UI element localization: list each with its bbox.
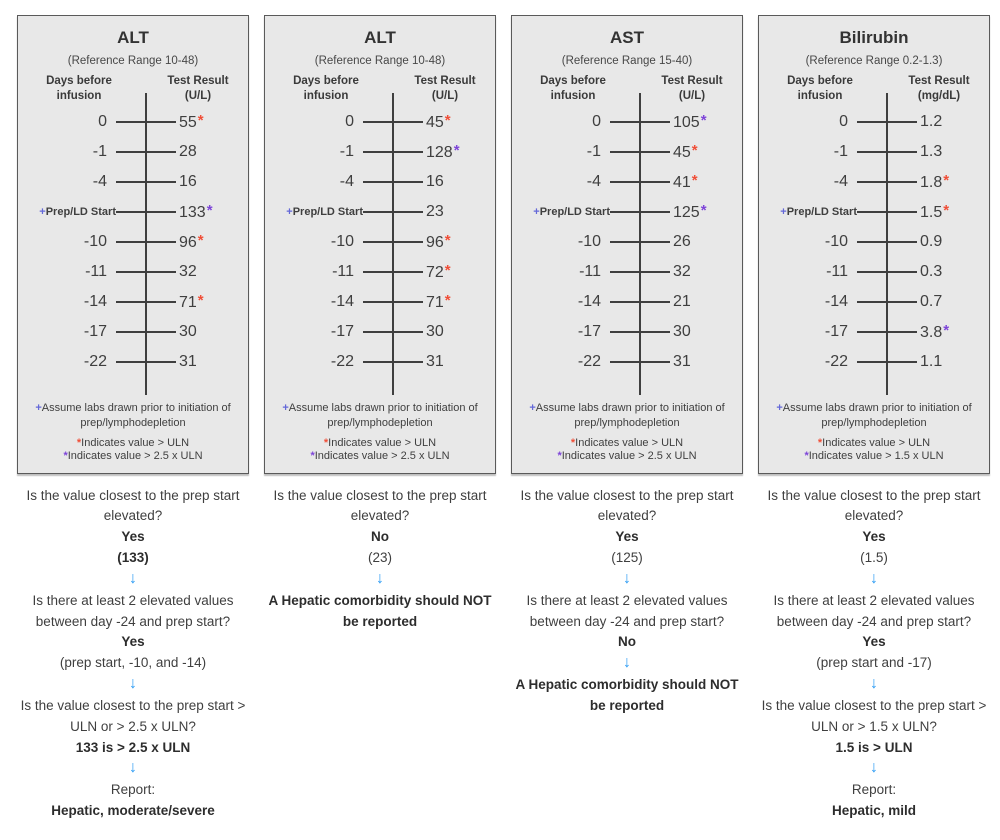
days-before-infusion-header: [273, 74, 379, 104]
flow-answer: 1.5 is > ULN: [835, 739, 913, 755]
test-result-value: 1.5*: [920, 201, 950, 221]
test-result-value: 133*: [179, 201, 213, 221]
red-asterisk-icon: *: [197, 291, 204, 309]
timeline-row: [520, 227, 734, 257]
test-result-value: 31: [179, 352, 197, 370]
days-before-infusion-header: [26, 74, 132, 104]
timeline-row: [26, 197, 240, 227]
timeline-row: [26, 347, 240, 377]
test-result-value: 0.7: [920, 292, 943, 310]
test-result-value: 3.8*: [920, 321, 950, 341]
flow-step: [19, 780, 247, 822]
reference-range: (Reference Range 10-48): [314, 55, 446, 67]
test-result-value: 96*: [426, 231, 451, 251]
decision-flow: [17, 474, 249, 822]
decision-flow: [264, 474, 496, 633]
test-result-value: 96*: [179, 231, 204, 251]
assume-footnote: [520, 401, 734, 431]
day-label: -14: [824, 292, 848, 310]
prep-ld-start-label: +Prep/LD Start: [780, 205, 857, 218]
test-result-value: 30: [426, 322, 444, 340]
test-result-value: 1.8*: [920, 171, 950, 191]
red-asterisk-icon: *: [323, 436, 329, 449]
footnotes: [26, 401, 240, 462]
column-headers: [767, 74, 981, 104]
flow-question: Report:: [110, 781, 156, 797]
result-header-line1: Test Result: [908, 75, 970, 87]
timeline-row: [273, 257, 487, 287]
timeline-row: [767, 317, 981, 347]
timeline-row: [273, 227, 487, 257]
test-result-value: 128*: [426, 141, 460, 161]
flow-question: Is there at least 2 elevated values between day -24 and prep start?: [32, 592, 234, 629]
timeline-row: [273, 347, 487, 377]
plus-marker-icon: +: [286, 205, 293, 218]
day-label: -1: [339, 142, 354, 160]
down-arrow-icon: ↓: [870, 675, 878, 693]
assume-footnote-text: Assume labs drawn prior to initiation of prep/lymphodepletion: [288, 401, 478, 429]
test-result-header: [156, 74, 240, 104]
flow-answer: Yes: [121, 529, 145, 545]
red-asterisk-icon: *: [444, 231, 451, 249]
test-result-value: 71*: [179, 291, 204, 311]
flow-step: [513, 675, 741, 717]
down-arrow-icon: ↓: [870, 570, 878, 588]
plus-marker-icon: +: [533, 205, 540, 218]
test-result-value: 21: [673, 292, 691, 310]
flow-step: [513, 591, 741, 654]
uln-footnote-text: Indicates value > ULN: [822, 436, 931, 449]
test-result-value: 125*: [673, 201, 707, 221]
down-arrow-icon: ↓: [623, 570, 631, 588]
assume-footnote-text: Assume labs drawn prior to initiation of prep/lymphodepletion: [41, 401, 231, 429]
days-header-line1: Days before: [293, 75, 359, 87]
flow-question: Is the value closest to the prep start elevated?: [273, 487, 487, 524]
test-result-header: [650, 74, 734, 104]
day-label: -11: [579, 262, 601, 280]
flow-question: Is the value closest to the prep start elevated?: [26, 487, 240, 524]
flow-step: [760, 780, 988, 822]
purple-asterisk-icon: *: [310, 449, 315, 462]
uln-footnote: [26, 437, 240, 449]
down-arrow-icon: ↓: [129, 570, 137, 588]
flow-answer: (133): [117, 550, 149, 566]
uln-footnote: [767, 437, 981, 449]
day-label: 0: [345, 112, 354, 130]
days-header-line2: infusion: [303, 89, 349, 102]
day-label: -10: [330, 232, 354, 250]
lab-panel: [17, 15, 249, 474]
flow-answer: Yes: [862, 529, 886, 545]
test-result-value: 30: [673, 322, 691, 340]
timeline-axis-line: [145, 93, 147, 395]
lab-column: [17, 15, 249, 822]
flow-answer: Yes: [121, 634, 145, 650]
test-result-value: 41*: [673, 171, 698, 191]
flow-step: [266, 486, 494, 570]
timeline-row: [767, 257, 981, 287]
reference-range: (Reference Range 10-48): [67, 55, 199, 67]
red-asterisk-icon: *: [691, 141, 698, 159]
day-label: -22: [824, 352, 848, 370]
flow-answer: Hepatic, mild: [831, 802, 917, 818]
timeline-row: [26, 317, 240, 347]
red-asterisk-icon: *: [444, 111, 451, 129]
day-label: -17: [577, 322, 601, 340]
test-result-value: 0.9: [920, 232, 943, 250]
flow-step: [513, 486, 741, 570]
day-label: 0: [839, 112, 848, 130]
timeline-rows: [26, 107, 240, 377]
timeline-row: [273, 287, 487, 317]
flow-answer: A Hepatic comorbidity should NOT be reported: [268, 592, 492, 629]
test-result-value: 72*: [426, 261, 451, 281]
test-result-value: 1.1: [920, 352, 943, 370]
timeline-row: [520, 197, 734, 227]
day-label: -14: [83, 292, 107, 310]
day-label: -17: [824, 322, 848, 340]
timeline-row: [26, 257, 240, 287]
uln-footnote-text: Indicates value > ULN: [81, 436, 190, 449]
day-label: -14: [577, 292, 601, 310]
days-before-infusion-header: [767, 74, 873, 104]
flow-question: Is the value closest to the prep start elevated?: [767, 487, 981, 524]
timeline-row: [273, 317, 487, 347]
red-asterisk-icon: *: [691, 171, 698, 189]
lab-panel: [264, 15, 496, 474]
result-header-line1: Test Result: [167, 75, 229, 87]
day-label: -4: [586, 172, 601, 190]
multiple-uln-footnote-text: Indicates value > 2.5 x ULN: [314, 449, 450, 462]
purple-asterisk-icon: *: [453, 141, 460, 159]
timeline-row: [273, 107, 487, 137]
flow-question: Report:: [851, 781, 897, 797]
flow-answer: Yes: [862, 634, 886, 650]
day-label: -10: [577, 232, 601, 250]
plus-marker-icon: +: [35, 401, 42, 414]
day-label: -4: [833, 172, 848, 190]
days-before-infusion-header: [520, 74, 626, 104]
timeline-axis-line: [639, 93, 641, 395]
column-headers: [520, 74, 734, 104]
timeline-row: [26, 167, 240, 197]
day-label: -11: [85, 262, 107, 280]
test-result-value: 16: [179, 172, 197, 190]
flow-answer: No: [371, 529, 389, 545]
day-label: -14: [330, 292, 354, 310]
multiple-uln-footnote-text: Indicates value > 2.5 x ULN: [561, 449, 697, 462]
timeline-row: [767, 287, 981, 317]
timeline-row: [520, 347, 734, 377]
timeline-rows: [520, 107, 734, 377]
uln-footnote-text: Indicates value > ULN: [328, 436, 437, 449]
flow-step: [760, 696, 988, 759]
down-arrow-icon: ↓: [623, 654, 631, 672]
multiple-uln-footnote: [767, 450, 981, 462]
flow-answer: Hepatic, moderate/severe: [51, 802, 215, 818]
test-result-value: 32: [673, 262, 691, 280]
reference-range: (Reference Range 0.2-1.3): [805, 55, 943, 67]
day-label: -22: [330, 352, 354, 370]
red-asterisk-icon: *: [817, 436, 823, 449]
flow-question: (1.5): [860, 550, 888, 566]
red-asterisk-icon: *: [943, 201, 950, 219]
down-arrow-icon: ↓: [129, 759, 137, 777]
flow-question: (prep start and -17): [816, 655, 932, 671]
down-arrow-icon: ↓: [129, 675, 137, 693]
red-asterisk-icon: *: [444, 261, 451, 279]
purple-asterisk-icon: *: [63, 449, 68, 462]
lab-column: [511, 15, 743, 822]
day-label: -1: [586, 142, 601, 160]
day-label: -17: [83, 322, 107, 340]
timeline-row: [520, 107, 734, 137]
purple-asterisk-icon: *: [700, 201, 707, 219]
timeline-row: [767, 347, 981, 377]
flow-step: [760, 486, 988, 570]
flow-step: [19, 486, 247, 570]
plus-marker-icon: +: [529, 401, 536, 414]
timeline: [26, 107, 240, 377]
flow-step: [266, 591, 494, 633]
flow-answer: 133 is > 2.5 x ULN: [75, 739, 191, 755]
flow-question: Is the value closest to the prep start > ULN or > 2.5 x ULN?: [20, 697, 246, 734]
assume-footnote-text: Assume labs drawn prior to initiation of prep/lymphodepletion: [535, 401, 725, 429]
timeline-row: [767, 197, 981, 227]
days-header-line1: Days before: [540, 75, 606, 87]
result-header-unit: (U/L): [184, 89, 212, 102]
uln-footnote-text: Indicates value > ULN: [575, 436, 684, 449]
timeline: [273, 107, 487, 377]
timeline-row: [520, 137, 734, 167]
days-header-line1: Days before: [787, 75, 853, 87]
footnotes: [273, 401, 487, 462]
flow-answer: Yes: [615, 529, 639, 545]
test-result-value: 0.3: [920, 262, 943, 280]
multiple-uln-footnote-text: Indicates value > 1.5 x ULN: [808, 449, 944, 462]
test-result-value: 45*: [673, 141, 698, 161]
assume-footnote: [767, 401, 981, 431]
day-label: -22: [83, 352, 107, 370]
timeline-row: [26, 227, 240, 257]
prep-ld-start-label: +Prep/LD Start: [286, 205, 363, 218]
plus-marker-icon: +: [776, 401, 783, 414]
test-result-value: 45*: [426, 111, 451, 131]
timeline-row: [273, 197, 487, 227]
flow-answer: A Hepatic comorbidity should NOT be reported: [515, 676, 739, 713]
flow-step: [19, 591, 247, 675]
panel-title: ALT: [364, 28, 396, 47]
test-result-value: 16: [426, 172, 444, 190]
flow-answer: No: [618, 634, 636, 650]
test-result-value: 105*: [673, 111, 707, 131]
assume-footnote: [273, 401, 487, 431]
test-result-value: 55*: [179, 111, 204, 131]
result-header-unit: (U/L): [431, 89, 459, 102]
flow-step: [760, 591, 988, 675]
lab-panel: [758, 15, 990, 474]
uln-footnote: [273, 437, 487, 449]
day-label: -1: [833, 142, 848, 160]
test-result-header: [897, 74, 981, 104]
timeline-rows: [273, 107, 487, 377]
timeline-row: [273, 137, 487, 167]
result-header-unit: (U/L): [678, 89, 706, 102]
flow-question: Is there at least 2 elevated values between day -24 and prep start?: [773, 592, 975, 629]
red-asterisk-icon: *: [943, 171, 950, 189]
test-result-value: 23: [426, 202, 444, 220]
test-result-value: 1.2: [920, 112, 943, 130]
uln-footnote: [520, 437, 734, 449]
decision-flow: [511, 474, 743, 717]
purple-asterisk-icon: *: [700, 111, 707, 129]
test-result-value: 26: [673, 232, 691, 250]
day-label: -17: [330, 322, 354, 340]
footnotes: [767, 401, 981, 462]
test-result-header: [403, 74, 487, 104]
plus-marker-icon: +: [282, 401, 289, 414]
timeline-row: [520, 287, 734, 317]
test-result-value: 31: [673, 352, 691, 370]
purple-asterisk-icon: *: [557, 449, 562, 462]
plus-marker-icon: +: [39, 205, 46, 218]
multiple-uln-footnote-text: Indicates value > 2.5 x ULN: [67, 449, 203, 462]
test-result-value: 28: [179, 142, 197, 160]
red-asterisk-icon: *: [76, 436, 82, 449]
panel-title: AST: [610, 28, 644, 47]
test-result-value: 31: [426, 352, 444, 370]
multiple-uln-footnote: [26, 450, 240, 462]
timeline-row: [26, 287, 240, 317]
lab-panel: [511, 15, 743, 474]
flow-step: [19, 696, 247, 759]
red-asterisk-icon: *: [197, 111, 204, 129]
timeline-row: [26, 107, 240, 137]
flow-question: Is the value closest to the prep start elevated?: [520, 487, 734, 524]
reference-range: (Reference Range 15-40): [561, 55, 693, 67]
days-header-line1: Days before: [46, 75, 112, 87]
footnotes: [520, 401, 734, 462]
day-label: -4: [339, 172, 354, 190]
days-header-line2: infusion: [797, 89, 843, 102]
timeline-row: [273, 167, 487, 197]
timeline-axis-line: [886, 93, 888, 395]
day-label: 0: [98, 112, 107, 130]
panel-title: Bilirubin: [839, 28, 909, 47]
test-result-value: 71*: [426, 291, 451, 311]
timeline-row: [767, 227, 981, 257]
timeline: [767, 107, 981, 377]
day-label: 0: [592, 112, 601, 130]
red-asterisk-icon: *: [570, 436, 576, 449]
plus-marker-icon: +: [780, 205, 787, 218]
timeline-row: [767, 137, 981, 167]
flow-question: (125): [611, 550, 643, 566]
day-label: -10: [824, 232, 848, 250]
multiple-uln-footnote: [273, 450, 487, 462]
result-header-line1: Test Result: [661, 75, 723, 87]
timeline-row: [767, 107, 981, 137]
timeline: [520, 107, 734, 377]
purple-asterisk-icon: *: [804, 449, 809, 462]
multiple-uln-footnote: [520, 450, 734, 462]
timeline-row: [520, 317, 734, 347]
lab-column: [758, 15, 990, 822]
day-label: -4: [92, 172, 107, 190]
assume-footnote-text: Assume labs drawn prior to initiation of prep/lymphodepletion: [782, 401, 972, 429]
result-header-line1: Test Result: [414, 75, 476, 87]
flow-question: Is the value closest to the prep start > ULN or > 1.5 x ULN?: [761, 697, 987, 734]
column-headers: [26, 74, 240, 104]
flow-question: (prep start, -10, and -14): [59, 655, 207, 671]
result-header-unit: (mg/dL): [917, 89, 961, 102]
down-arrow-icon: ↓: [870, 759, 878, 777]
purple-asterisk-icon: *: [943, 321, 950, 339]
test-result-value: 1.3: [920, 142, 943, 160]
day-label: -11: [826, 262, 848, 280]
timeline-row: [520, 257, 734, 287]
prep-ld-start-label: +Prep/LD Start: [39, 205, 116, 218]
down-arrow-icon: ↓: [376, 570, 384, 588]
red-asterisk-icon: *: [444, 291, 451, 309]
column-headers: [273, 74, 487, 104]
prep-ld-start-label: +Prep/LD Start: [533, 205, 610, 218]
flow-question: (23): [367, 550, 392, 566]
days-header-line2: infusion: [550, 89, 596, 102]
assume-footnote: [26, 401, 240, 431]
purple-asterisk-icon: *: [206, 201, 213, 219]
timeline-row: [520, 167, 734, 197]
lab-column: [264, 15, 496, 822]
days-header-line2: infusion: [56, 89, 102, 102]
decision-flow: [758, 474, 990, 822]
day-label: -11: [332, 262, 354, 280]
timeline-axis-line: [392, 93, 394, 395]
timeline-row: [767, 167, 981, 197]
test-result-value: 32: [179, 262, 197, 280]
panel-title: ALT: [117, 28, 149, 47]
timeline-rows: [767, 107, 981, 377]
day-label: -22: [577, 352, 601, 370]
flow-question: Is there at least 2 elevated values between day -24 and prep start?: [526, 592, 728, 629]
timeline-row: [26, 137, 240, 167]
day-label: -10: [83, 232, 107, 250]
day-label: -1: [92, 142, 107, 160]
red-asterisk-icon: *: [197, 231, 204, 249]
test-result-value: 30: [179, 322, 197, 340]
